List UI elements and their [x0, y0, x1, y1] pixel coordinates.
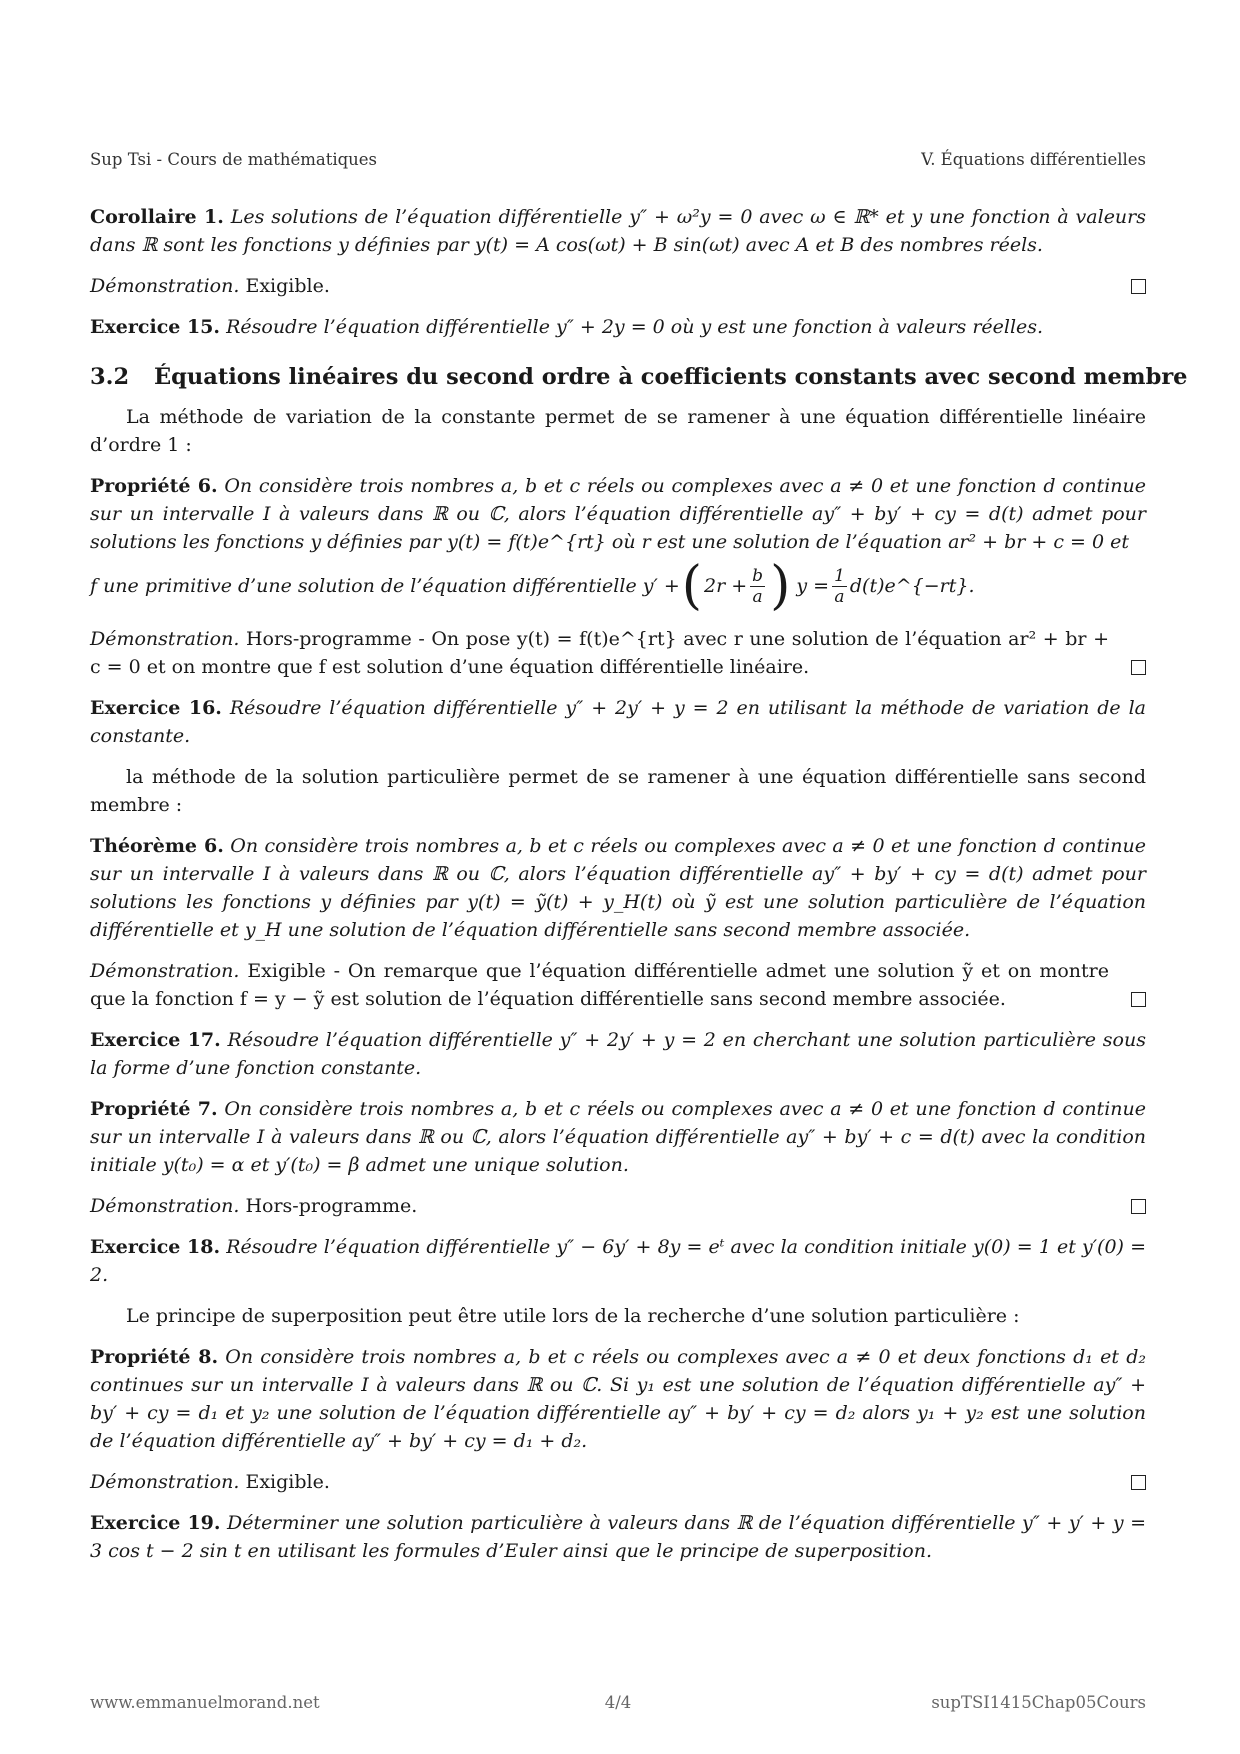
demonstration-text: Hors-programme.	[245, 1195, 418, 1217]
demonstration-label: Démonstration.	[90, 1471, 240, 1493]
propriete-8-label: Propriété 8.	[90, 1346, 219, 1368]
propriete-6	[90, 472, 1146, 616]
qed-square-icon	[1131, 1475, 1146, 1490]
propriete-8	[90, 1343, 1146, 1455]
demonstration-4	[90, 1192, 1146, 1220]
demonstration-text: Exigible - On remarque que l’équation différentielle admet une solution ỹ et on montre que la fonction f = y − ỹ est solution de l’équation différentielle sans second membre associée.	[90, 960, 1109, 1010]
paragraph-superposition: Le principe de superposition peut être utile lors de la recherche d’une solution particulière :	[126, 1305, 1020, 1327]
fraction-denominator: a	[752, 586, 763, 607]
theoreme-6-label: Théorème 6.	[90, 835, 224, 857]
exercice-18-text: Résoudre l’équation différentielle y″ − 6y′ + 8y = eᵗ avec la condition initiale y(0) = 1 et y′(0) = 2.	[90, 1236, 1146, 1286]
page-footer	[90, 1693, 1146, 1717]
header-right: V. Équations différentielles	[921, 150, 1146, 169]
exercice-19-label: Exercice 19.	[90, 1512, 221, 1534]
demonstration-text: Exigible.	[245, 1471, 330, 1493]
demonstration-3	[90, 957, 1146, 1013]
propriete-7	[90, 1095, 1146, 1179]
qed-square-icon	[1131, 992, 1146, 1007]
propriete-6-text: On considère trois nombres a, b et c réels ou complexes avec a ≠ 0 et une fonction d continue sur un intervalle I à valeurs dans ℝ ou ℂ, alors l’équation différentielle ay″ + by′ + cy = d(t) admet pour solutions les fonctions y définies par y(t) = f(t)e^{rt} où r est une solution de l’équation ar² + br + c = 0 et	[90, 475, 1146, 553]
fraction-numerator: 1	[834, 565, 845, 586]
qed-square-icon	[1131, 279, 1146, 294]
fraction-numerator: b	[752, 565, 764, 586]
demonstration-label: Démonstration.	[90, 1195, 240, 1217]
demonstration-label: Démonstration.	[90, 960, 240, 982]
theoreme-6	[90, 832, 1146, 944]
demonstration-text: Hors-programme - On pose y(t) = f(t)e^{rt} avec r une solution de l’équation ar² + br + c = 0 et on montre que f est solution d’une équation différentielle linéaire.	[90, 628, 1109, 678]
exercice-15	[90, 313, 1146, 341]
section-number: 3.2	[90, 364, 130, 390]
fraction-b-over-a	[750, 566, 765, 607]
demonstration-text: Exigible.	[245, 275, 330, 297]
qed-square-icon	[1131, 660, 1146, 675]
corollaire-1	[90, 203, 1146, 259]
propriete-6-label: Propriété 6.	[90, 475, 218, 497]
footer-website-link[interactable]: www.emmanuelmorand.net	[90, 1693, 320, 1712]
header-left: Sup Tsi - Cours de mathématiques	[90, 150, 378, 169]
exercice-18	[90, 1233, 1146, 1289]
left-parenthesis: (	[681, 556, 703, 616]
page-header	[90, 150, 1146, 174]
exercice-16	[90, 694, 1146, 750]
paragraph-variation-constante: La méthode de variation de la constante permet de se ramener à une équation différentielle linéaire d’ordre 1 :	[90, 406, 1146, 456]
footer-document-id: supTSI1415Chap05Cours	[931, 1693, 1146, 1712]
page-content	[90, 203, 1188, 1578]
demonstration-label: Démonstration.	[90, 275, 240, 297]
propriete-7-text: On considère trois nombres a, b et c réels ou complexes avec a ≠ 0 et une fonction d continue sur un intervalle I à valeurs dans ℝ ou ℂ, alors l’équation différentielle ay″ + by′ + c = d(t) avec la condition initiale y(t₀) = α et y′(t₀) = β admet une unique solution.	[90, 1098, 1146, 1176]
right-parenthesis: )	[770, 556, 791, 616]
exercice-19-text: Déterminer une solution particulière à valeurs dans ℝ de l’équation différentielle y″ + y′ + y = 3 cos t − 2 sin t en utilisant les formules d’Euler ainsi que le principe de superposition.	[90, 1512, 1146, 1562]
exercice-17-label: Exercice 17.	[90, 1029, 221, 1051]
propriete-6-formula-line	[90, 556, 1146, 616]
exercice-19	[90, 1509, 1146, 1565]
demonstration-2	[90, 625, 1146, 681]
section-title: Équations linéaires du second ordre à coefficients constants avec second membre	[154, 364, 1188, 390]
exercice-16-text: Résoudre l’équation différentielle y″ + 2y′ + y = 2 en utilisant la méthode de variation de la constante.	[90, 697, 1147, 747]
exercice-15-text: Résoudre l’équation différentielle y″ + 2y = 0 où y est une fonction à valeurs réelles.	[226, 316, 1044, 338]
fraction-denominator: a	[834, 586, 845, 607]
formula-equals: y =	[796, 575, 830, 597]
formula-tail: d(t)e^{−rt}.	[849, 575, 975, 597]
section-heading	[90, 363, 1188, 391]
qed-square-icon	[1131, 1199, 1146, 1214]
fraction-1-over-a	[832, 566, 847, 607]
propriete-7-label: Propriété 7.	[90, 1098, 218, 1120]
exercice-17	[90, 1026, 1146, 1082]
theoreme-6-text: On considère trois nombres a, b et c réels ou complexes avec a ≠ 0 et une fonction d continue sur un intervalle I à valeurs dans ℝ ou ℂ, alors l’équation différentielle ay″ + by′ + cy = d(t) admet pour solutions les fonctions y définies par y(t) = ỹ(t) + y_H(t) où ỹ est une solution particulière de l’équation différentielle et y_H une solution de l’équation différentielle sans second membre associée.	[90, 835, 1146, 941]
corollaire-1-text: Les solutions de l’équation différentielle y″ + ω²y = 0 avec ω ∈ ℝ* et y une fonction à valeurs dans ℝ sont les fonctions y définies par y(t) = A cos(ωt) + B sin(ωt) avec A et B des nombres réels.	[90, 206, 1147, 256]
page-number: 4/4	[604, 1693, 632, 1712]
exercice-16-label: Exercice 16.	[90, 697, 222, 719]
demonstration-5	[90, 1468, 1146, 1496]
propriete-8-text: On considère trois nombres a, b et c réels ou complexes avec a ≠ 0 et deux fonctions d₁ et d₂ continues sur un intervalle I à valeurs dans ℝ ou ℂ. Si y₁ est une solution de l’équation différentielle ay″ + by′ + cy = d₁ et y₂ une solution de l’équation différentielle ay″ + by′ + cy = d₂ alors y₁ + y₂ est une solution de l’équation différentielle ay″ + by′ + cy = d₁ + d₂.	[90, 1346, 1146, 1452]
paragraph-solution-particuliere: la méthode de la solution particulière permet de se ramener à une équation différentielle sans second membre :	[90, 766, 1146, 816]
exercice-17-text: Résoudre l’équation différentielle y″ + 2y′ + y = 2 en cherchant une solution particulière sous la forme d’une fonction constante.	[90, 1029, 1146, 1079]
exercice-15-label: Exercice 15.	[90, 316, 221, 338]
exercice-18-label: Exercice 18.	[90, 1236, 221, 1258]
corollaire-1-label: Corollaire 1.	[90, 206, 224, 228]
demonstration-label: Démonstration.	[90, 628, 240, 650]
formula-line-start: f une primitive d’une solution de l’équation différentielle y′ +	[90, 575, 680, 597]
demonstration-1	[90, 272, 1146, 300]
formula-term: 2r +	[704, 575, 748, 597]
